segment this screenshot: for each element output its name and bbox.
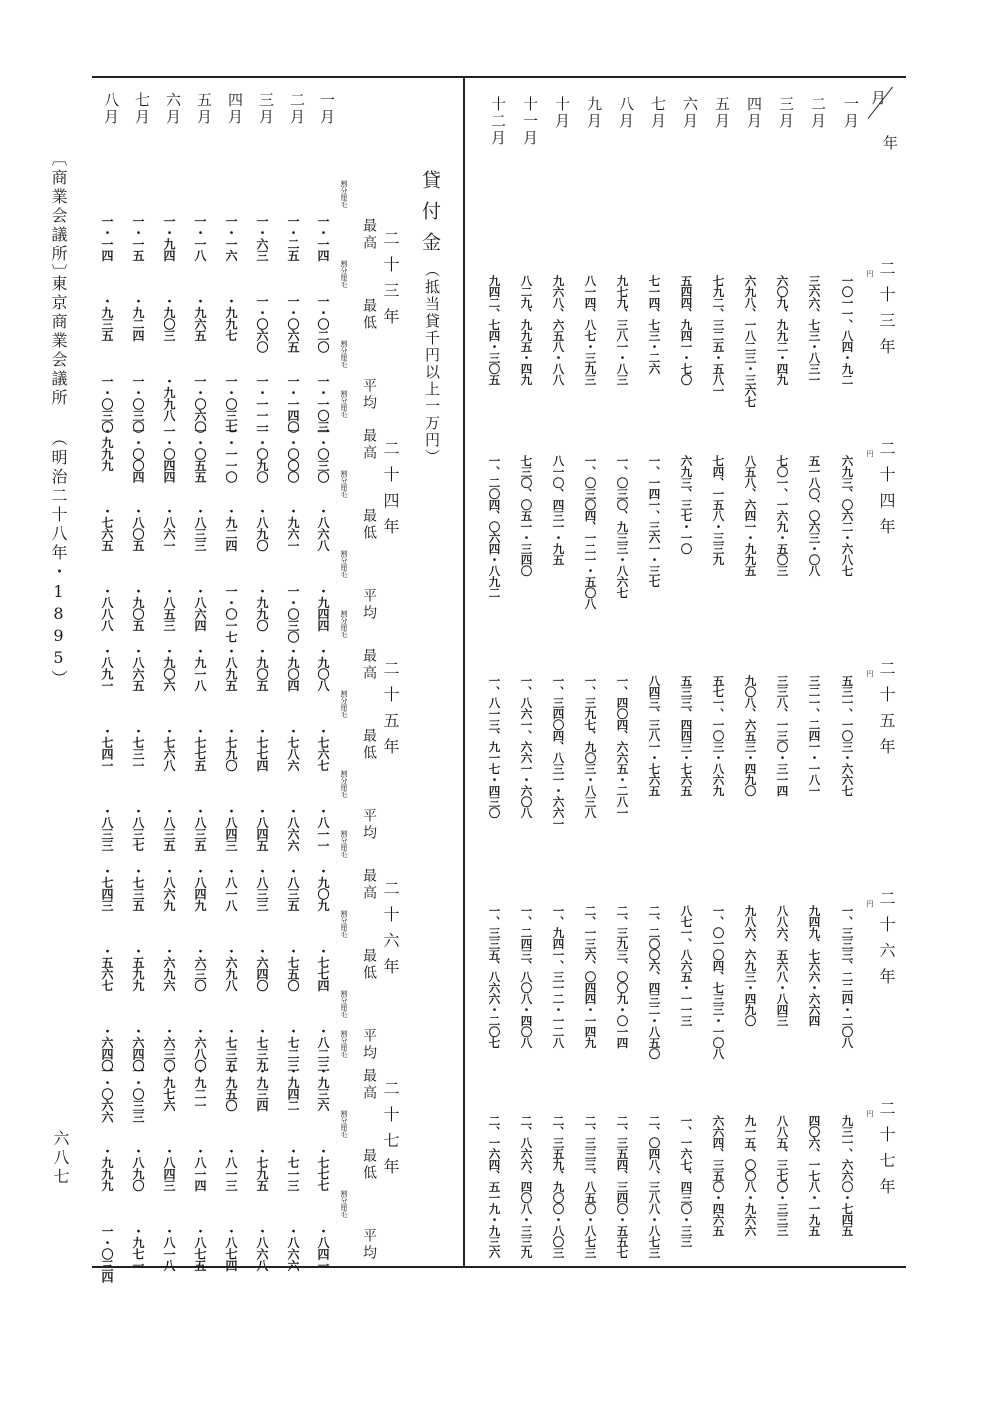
top-rule (92, 76, 906, 78)
amount-cell: 七四、一五八・三三九 (711, 455, 726, 565)
amount-cell: 五四四、九四一・七〇 (679, 275, 694, 385)
unit-label: 円 (866, 1110, 874, 1117)
unit-label: 割分厘毛 (340, 550, 348, 578)
unit-label: 割分厘毛 (340, 390, 348, 418)
amount-cell: 七三〇、〇五一・三四〇 (519, 455, 534, 576)
month-header: 五月 (713, 96, 731, 130)
month-header: 六月 (164, 92, 182, 126)
amount-cell: 一、二〇四、〇六四・八九二 (487, 455, 502, 598)
stat-label: 最高 (361, 1068, 377, 1102)
rate-cell: ・九九九 (100, 1145, 114, 1191)
amount-cell: 三三八、一三〇・三一四 (775, 675, 790, 796)
rate-cell: ・八九五 (224, 645, 238, 691)
rate-cell: ・八三五 (286, 865, 300, 911)
unit-label: 円 (866, 900, 874, 907)
rate-cell: 一・二五 (286, 215, 300, 261)
rate-cell: ・七七五 (193, 725, 207, 771)
rate-cell: ・八三七 (131, 805, 145, 851)
rate-cell: 一・〇三〇 (316, 425, 330, 483)
rate-cell: ・八九〇 (131, 1145, 145, 1191)
rate-cell: ・九三四 (255, 1065, 269, 1111)
rate-cell: ・八一四 (193, 1145, 207, 1191)
stat-label: 最低 (361, 298, 377, 332)
year-header: 二十四年 (877, 440, 896, 544)
rate-cell: ・八二三 (316, 1025, 330, 1071)
rate-cell: ・六四〇 (255, 945, 269, 991)
year-header: 二十四年 (381, 440, 400, 544)
rate-cell: ・九九八 (162, 375, 176, 421)
amount-cell: 六〇九、九九二・四九 (775, 275, 790, 385)
amount-cell: 八八六、五六八・八四三 (775, 905, 790, 1026)
amount-cell: 二、〇四八、三八八・八七三 (647, 1115, 662, 1258)
rate-cell: 一・〇二〇 (316, 295, 330, 353)
unit-label: 割分厘毛 (340, 180, 348, 208)
unit-label: 割分厘毛 (340, 470, 348, 498)
rate-cell: ・九〇六 (162, 645, 176, 691)
unit-label: 割分厘毛 (340, 830, 348, 858)
rate-cell: ・八三三 (193, 505, 207, 551)
rate-cell: ・八六六 (286, 1225, 300, 1271)
rate-cell: ・七七七 (316, 1145, 330, 1191)
rate-cell: 一・九四 (162, 215, 176, 261)
amount-cell: 八七一、八六五・一一三 (679, 905, 694, 1026)
rate-cell: ・八四五 (255, 805, 269, 851)
rate-cell: ・六九八 (224, 945, 238, 991)
amount-cell: 九〇八、六五三・四九〇 (743, 675, 758, 796)
amount-cell: 一、三三三、二二四・二〇八 (840, 905, 855, 1048)
unit-label: 割分厘毛 (340, 690, 348, 718)
amount-cell: 一、九四一、三一二・一二八 (551, 905, 566, 1048)
rate-cell: ・八六一 (162, 505, 176, 551)
rate-cell: ・八七五 (193, 1225, 207, 1271)
rate-cell: ・九二四 (224, 505, 238, 551)
rate-cell: ・九四二 (286, 1065, 300, 1111)
amount-cell: 七一四、七三・二六 (647, 275, 662, 374)
amount-cell: 九三一、六六〇・七四五 (840, 1115, 855, 1236)
rate-cell: 一・〇六〇 (255, 295, 269, 353)
amount-cell: 九七九、三八一・八三 (615, 275, 630, 385)
month-header: 十一月 (521, 96, 539, 147)
rate-cell: ・九〇九 (316, 865, 330, 911)
month-header: 八月 (102, 92, 120, 126)
amount-cell: 一、〇三〇四、一二一・五〇八 (583, 455, 598, 609)
rate-cell: 一・〇三〇 (100, 375, 114, 433)
stat-label: 平均 (361, 808, 377, 842)
amount-cell: 七〇一、一六九・五〇三 (775, 455, 790, 576)
rate-cell: ・五九九 (131, 945, 145, 991)
rate-cell: ・七四三 (100, 865, 114, 911)
amount-cell: 八八五、三七〇・三三三 (775, 1115, 790, 1236)
rate-cell: ・九七一 (131, 1225, 145, 1271)
rate-cell: ・九六一 (286, 505, 300, 551)
rate-cell: ・九六五 (193, 295, 207, 341)
rate-cell: 一・〇六〇 (193, 375, 207, 433)
amount-cell: 七九二、三二五・五八一 (711, 275, 726, 396)
month-header: 一月 (842, 96, 860, 130)
rate-cell: ・七三五 (224, 1025, 238, 1071)
org-name: 東京商業会議所 (49, 275, 68, 408)
rate-cell: ・六四〇 (100, 1025, 114, 1071)
rate-cell: 一・一六 (224, 215, 238, 261)
unit-label: 円 (866, 670, 874, 677)
rate-cell: 一・〇〇〇 (286, 425, 300, 483)
rate-cell: 一・〇六六 (100, 1065, 114, 1123)
rate-cell: 一・六三 (255, 215, 269, 261)
stat-label: 最低 (361, 1148, 377, 1182)
year-header: 二十五年 (877, 660, 896, 764)
rate-cell: ・九一八 (193, 645, 207, 691)
amount-cell: 八二九、九九五・四九 (519, 275, 534, 385)
month-header: 十二月 (489, 96, 507, 147)
year-header: 二十七年 (381, 1080, 400, 1184)
rate-cell: ・八五三 (162, 585, 176, 631)
rate-cell: ・八四三 (224, 805, 238, 851)
rate-cell: ・七二三 (286, 1025, 300, 1071)
rate-cell: ・九〇五 (131, 585, 145, 631)
rate-cell: ・八六四 (193, 585, 207, 631)
rate-cell: 一・一五 (131, 215, 145, 261)
bottom-rule (92, 1266, 906, 1268)
rate-cell: ・八四九 (193, 865, 207, 911)
unit-label: 円 (866, 450, 874, 457)
amount-cell: 九一五、〇〇八・九六六 (743, 1115, 758, 1236)
rate-cell: 一・一〇三 (316, 375, 330, 433)
month-header: 三月 (777, 96, 795, 130)
rate-cell: 一・一四 (316, 215, 330, 261)
rate-cell: ・九三六 (316, 1065, 330, 1111)
loan-table-subtitle: （抵当貸千円以上一万円） (423, 262, 441, 466)
month-header: 七月 (133, 92, 151, 126)
year-header: 二十五年 (381, 660, 400, 764)
rate-cell: 一・〇六五 (286, 295, 300, 353)
rate-cell: ・八六八 (255, 1225, 269, 1271)
rate-cell: 一・〇三三 (131, 1065, 145, 1123)
rate-cell: ・八一八 (162, 1225, 176, 1271)
loan-table-title: 貸付金 (419, 170, 441, 263)
stat-label: 平均 (361, 378, 377, 412)
amount-cell: 八四三、三八一・七六五 (647, 675, 662, 796)
month-header: 三月 (257, 92, 275, 126)
rate-cell: 一・一四 (100, 215, 114, 261)
rate-cell: ・七六八 (162, 725, 176, 771)
amount-cell: 九八六、六九三・四九〇 (743, 905, 758, 1026)
rate-cell: 一・一八 (193, 215, 207, 261)
amount-cell: 一、一六七、四三〇・三三 (679, 1115, 694, 1247)
amount-cell: 二、一六四、五一九・九三六 (487, 1115, 502, 1258)
stat-label: 最高 (361, 428, 377, 462)
unit-label: 割分厘毛 (340, 1190, 348, 1218)
amount-cell: 一、二四三、八〇八・四〇八 (519, 905, 534, 1048)
rate-cell: ・九九九 (100, 425, 114, 471)
month-header: 七月 (649, 96, 667, 130)
amount-cell: 二、一三六、〇四四・一四九 (583, 905, 598, 1048)
amount-cell: 九四九、七六六・六六四 (807, 905, 822, 1026)
month-header: 九月 (585, 96, 603, 130)
rate-cell: ・九五〇 (224, 1065, 238, 1111)
rate-cell: 一・一四〇 (286, 375, 300, 433)
amount-cell: 二、三五四、三四〇・五五七 (615, 1115, 630, 1258)
rate-cell: ・八三五 (162, 805, 176, 851)
rate-cell: 一・〇三〇 (131, 375, 145, 433)
rate-cell: ・八九〇 (255, 505, 269, 551)
amount-cell: 八五八、六四一・九九五 (743, 455, 758, 576)
stat-label: 最高 (361, 648, 377, 682)
rate-cell: ・九九七 (224, 295, 238, 341)
rate-cell: ・八三五 (193, 805, 207, 851)
amount-cell: 三六六、七三・八三一 (807, 275, 822, 385)
rate-cell: ・七一三 (286, 1145, 300, 1191)
rate-cell: ・七五〇 (286, 945, 300, 991)
month-header: 四月 (745, 96, 763, 130)
rate-cell: ・七九〇 (224, 725, 238, 771)
amount-cell: 二、三九三、〇〇九・〇一四 (615, 905, 630, 1048)
rate-cell: ・七八六 (286, 725, 300, 771)
rate-cell: ・七三五 (131, 865, 145, 911)
amount-cell: 九六八、六五八・八八 (551, 275, 566, 385)
stat-label: 最高 (361, 218, 377, 252)
rate-cell: ・九七六 (162, 1065, 176, 1111)
rate-cell: ・八九一 (100, 645, 114, 691)
stat-label: 平均 (361, 1028, 377, 1062)
amount-cell: 二、三五九、九〇〇・八〇三 (551, 1115, 566, 1258)
year-header: 二十六年 (381, 880, 400, 984)
rate-cell: ・九九〇 (255, 585, 269, 631)
rate-cell: ・七三一 (131, 725, 145, 771)
rate-cell: ・八六五 (131, 645, 145, 691)
year-header: 二十三年 (877, 260, 896, 364)
stat-label: 最低 (361, 948, 377, 982)
stat-label: 平均 (361, 588, 377, 622)
amount-cell: 二、二〇〇六、四三二・八五〇 (647, 905, 662, 1059)
stat-label: 最低 (361, 508, 377, 542)
rate-cell: ・九三五 (100, 295, 114, 341)
rate-cell: ・八〇五 (131, 505, 145, 551)
rate-cell: ・八六八 (316, 505, 330, 551)
amount-cell: 六九三、三七・一〇 (679, 455, 694, 554)
rate-cell: ・七三九 (255, 1025, 269, 1071)
amount-cell: 五三一、一〇三・六六七 (840, 675, 855, 796)
rate-cell: ・八四三 (162, 1145, 176, 1191)
rate-cell: ・七九五 (255, 1145, 269, 1191)
rate-cell: ・七四一 (100, 725, 114, 771)
rate-cell: 一・〇三〇 (286, 585, 300, 643)
org-bracket: 〔商業会議所〕 (49, 150, 68, 283)
month-header: 十月 (553, 96, 571, 130)
unit-label: 割分厘毛 (340, 770, 348, 798)
month-header: 八月 (617, 96, 635, 130)
amount-cell: 九四二、七四・三〇五 (487, 275, 502, 385)
month-header: 四月 (226, 92, 244, 126)
amount-cell: 八一四、八七・三九三 (583, 275, 598, 385)
rate-cell: 一・一一〇 (224, 425, 238, 483)
unit-label: 割分厘毛 (340, 990, 348, 1018)
rate-cell: ・八四一 (316, 1225, 330, 1271)
amount-cell: 一、八六一、六六一・六〇八 (519, 675, 534, 818)
month-header: 二月 (809, 96, 827, 130)
amount-cell: 一、一四一、三六一・三七 (647, 455, 662, 587)
rate-cell: ・八三三 (100, 805, 114, 851)
amount-cell: 二、三三三、八五〇・八七三 (583, 1115, 598, 1258)
stat-label: 最高 (361, 868, 377, 902)
amount-cell: 五一八〇、〇六三・〇八 (807, 455, 822, 576)
amount-cell: 五七一、一〇三・八六九 (711, 675, 726, 796)
amount-cell: 五三三、四四三・七六五 (679, 675, 694, 796)
unit-label: 割分厘毛 (340, 1030, 348, 1058)
amount-cell: 二、八六六、四〇八・三三九 (519, 1115, 534, 1258)
publication-date: （明治二十八年・1895） (49, 430, 68, 689)
rate-cell: ・八六六 (286, 805, 300, 851)
rate-cell: 一・〇三四 (100, 1225, 114, 1283)
rate-cell: ・九二一 (193, 1065, 207, 1111)
rate-cell: ・六八〇 (193, 1025, 207, 1071)
rate-cell: ・八一八 (224, 865, 238, 911)
rate-cell: ・九四四 (316, 585, 330, 631)
unit-label: 割分厘毛 (340, 340, 348, 368)
rate-cell: 一・〇四四 (162, 425, 176, 483)
year-header: 二十六年 (877, 890, 896, 994)
amount-cell: 四〇六、一七八・一九五 (807, 1115, 822, 1236)
amount-cell: 一、三四〇四、八三一・六六一 (551, 675, 566, 829)
rate-cell: 一・〇九〇 (255, 425, 269, 483)
amount-cell: 一、〇一〇四、七三三・一〇八 (711, 905, 726, 1059)
rate-cell: ・八六九 (162, 865, 176, 911)
rate-cell: ・七七四 (255, 725, 269, 771)
rate-cell: 一・〇一七 (224, 585, 238, 643)
rate-cell: ・九〇八 (316, 645, 330, 691)
rate-cell: ・八八八 (100, 585, 114, 631)
unit-label: 割分厘毛 (340, 1110, 348, 1138)
amount-cell: 一、四〇四、六六五・二八一 (615, 675, 630, 818)
year-header: 二十三年 (381, 230, 400, 334)
month-header: 五月 (195, 92, 213, 126)
unit-label: 割分厘毛 (340, 610, 348, 638)
corner-month-label: 月 (869, 90, 887, 107)
amount-cell: 一、三九七、九〇三・八三八 (583, 675, 598, 818)
stat-label: 平均 (361, 1228, 377, 1262)
rate-cell: ・九二四 (131, 295, 145, 341)
amount-cell: 一、八一三、九一七・四三〇 (487, 675, 502, 818)
amount-cell: 一〇一一、八四・九二 (840, 275, 855, 385)
center-divider (463, 76, 465, 1266)
month-header: 一月 (318, 92, 336, 126)
rate-cell: ・八三三 (255, 865, 269, 911)
rate-cell: 一・〇〇四 (131, 425, 145, 483)
page-number: 六八七 (51, 1130, 70, 1187)
rate-cell: ・七六五 (100, 505, 114, 551)
rate-cell: ・八一三 (224, 1145, 238, 1191)
amount-cell: 三二一、二四一・一八一 (807, 675, 822, 796)
rate-cell: ・六四〇 (131, 1025, 145, 1071)
amount-cell: 一、三三五、八六六・二〇七 (487, 905, 502, 1048)
rate-cell: ・九〇五 (255, 645, 269, 691)
unit-label: 割分厘毛 (340, 910, 348, 938)
rate-cell: ・九〇三 (162, 295, 176, 341)
rate-cell: ・六三〇 (162, 1025, 176, 1071)
amount-cell: 六六四、三五〇・四六五 (711, 1115, 726, 1236)
rate-cell: 一・〇三七 (224, 375, 238, 433)
rate-cell: ・八七四 (224, 1225, 238, 1271)
amount-cell: 八一〇、四三一・九五 (551, 455, 566, 565)
rate-cell: ・八一一 (316, 805, 330, 851)
rate-cell: ・七七四 (316, 945, 330, 991)
amount-cell: 一、〇三〇、九三三・八六七 (615, 455, 630, 598)
rate-cell: ・六三〇 (193, 945, 207, 991)
amount-cell: 六九三、〇六二・六八七 (840, 455, 855, 576)
stat-label: 最低 (361, 728, 377, 762)
rate-cell: 一・〇五五 (193, 425, 207, 483)
rate-cell: ・六九六 (162, 945, 176, 991)
rate-cell: ・七六七 (316, 725, 330, 771)
unit-label: 割分厘毛 (340, 260, 348, 288)
rate-cell: 一・一一一 (255, 375, 269, 433)
month-header: 二月 (288, 92, 306, 126)
rate-cell: ・五六七 (100, 945, 114, 991)
amount-cell: 六九八、一八二三・三六七 (743, 275, 758, 407)
corner-year-label: 年 (881, 135, 899, 152)
unit-label: 円 (866, 270, 874, 277)
year-header: 二十七年 (877, 1100, 896, 1204)
month-header: 六月 (681, 96, 699, 130)
rate-cell: ・九〇四 (286, 645, 300, 691)
